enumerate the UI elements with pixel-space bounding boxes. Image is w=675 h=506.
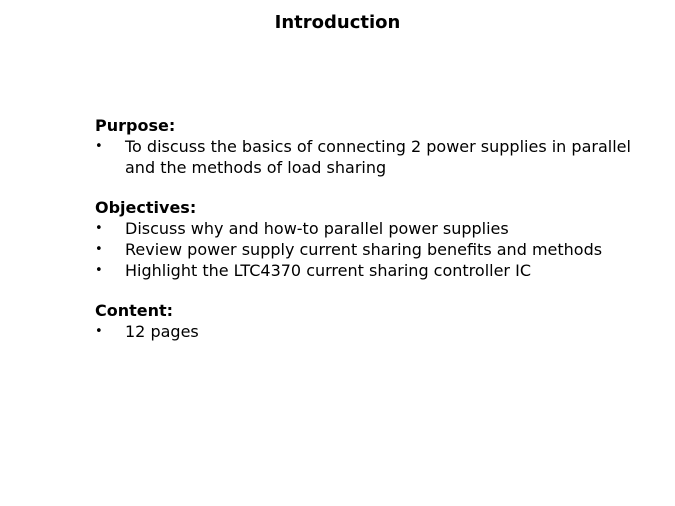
list-item bbox=[95, 218, 655, 239]
list-item-text: 12 pages bbox=[125, 322, 199, 341]
list-item bbox=[95, 321, 655, 342]
objectives-list bbox=[95, 218, 655, 281]
bullet-icon: • bbox=[95, 221, 103, 236]
bullet-icon: • bbox=[95, 263, 103, 278]
objectives-section bbox=[95, 198, 655, 281]
objectives-heading: Objectives: bbox=[95, 198, 197, 217]
list-item-text: Review power supply current sharing benefits and methods bbox=[125, 240, 603, 259]
bullet-icon: • bbox=[95, 139, 103, 154]
list-item-text: Discuss why and how-to parallel power supplies bbox=[125, 219, 509, 238]
content-heading: Content: bbox=[95, 301, 174, 320]
list-item bbox=[95, 260, 655, 281]
list-item-text: To discuss the basics of connecting 2 power supplies in parallel and the methods of load sharing bbox=[125, 137, 631, 177]
bullet-icon: • bbox=[95, 242, 103, 257]
slide-title: Introduction bbox=[274, 12, 401, 33]
list-item bbox=[95, 239, 655, 260]
content-list bbox=[95, 321, 655, 342]
slide-body bbox=[95, 116, 655, 362]
purpose-section bbox=[95, 116, 655, 178]
list-item-text: Highlight the LTC4370 current sharing controller IC bbox=[125, 261, 531, 280]
purpose-list bbox=[95, 136, 655, 178]
bullet-icon: • bbox=[95, 324, 103, 339]
list-item bbox=[95, 136, 655, 178]
purpose-heading: Purpose: bbox=[95, 116, 176, 135]
content-section bbox=[95, 301, 655, 342]
